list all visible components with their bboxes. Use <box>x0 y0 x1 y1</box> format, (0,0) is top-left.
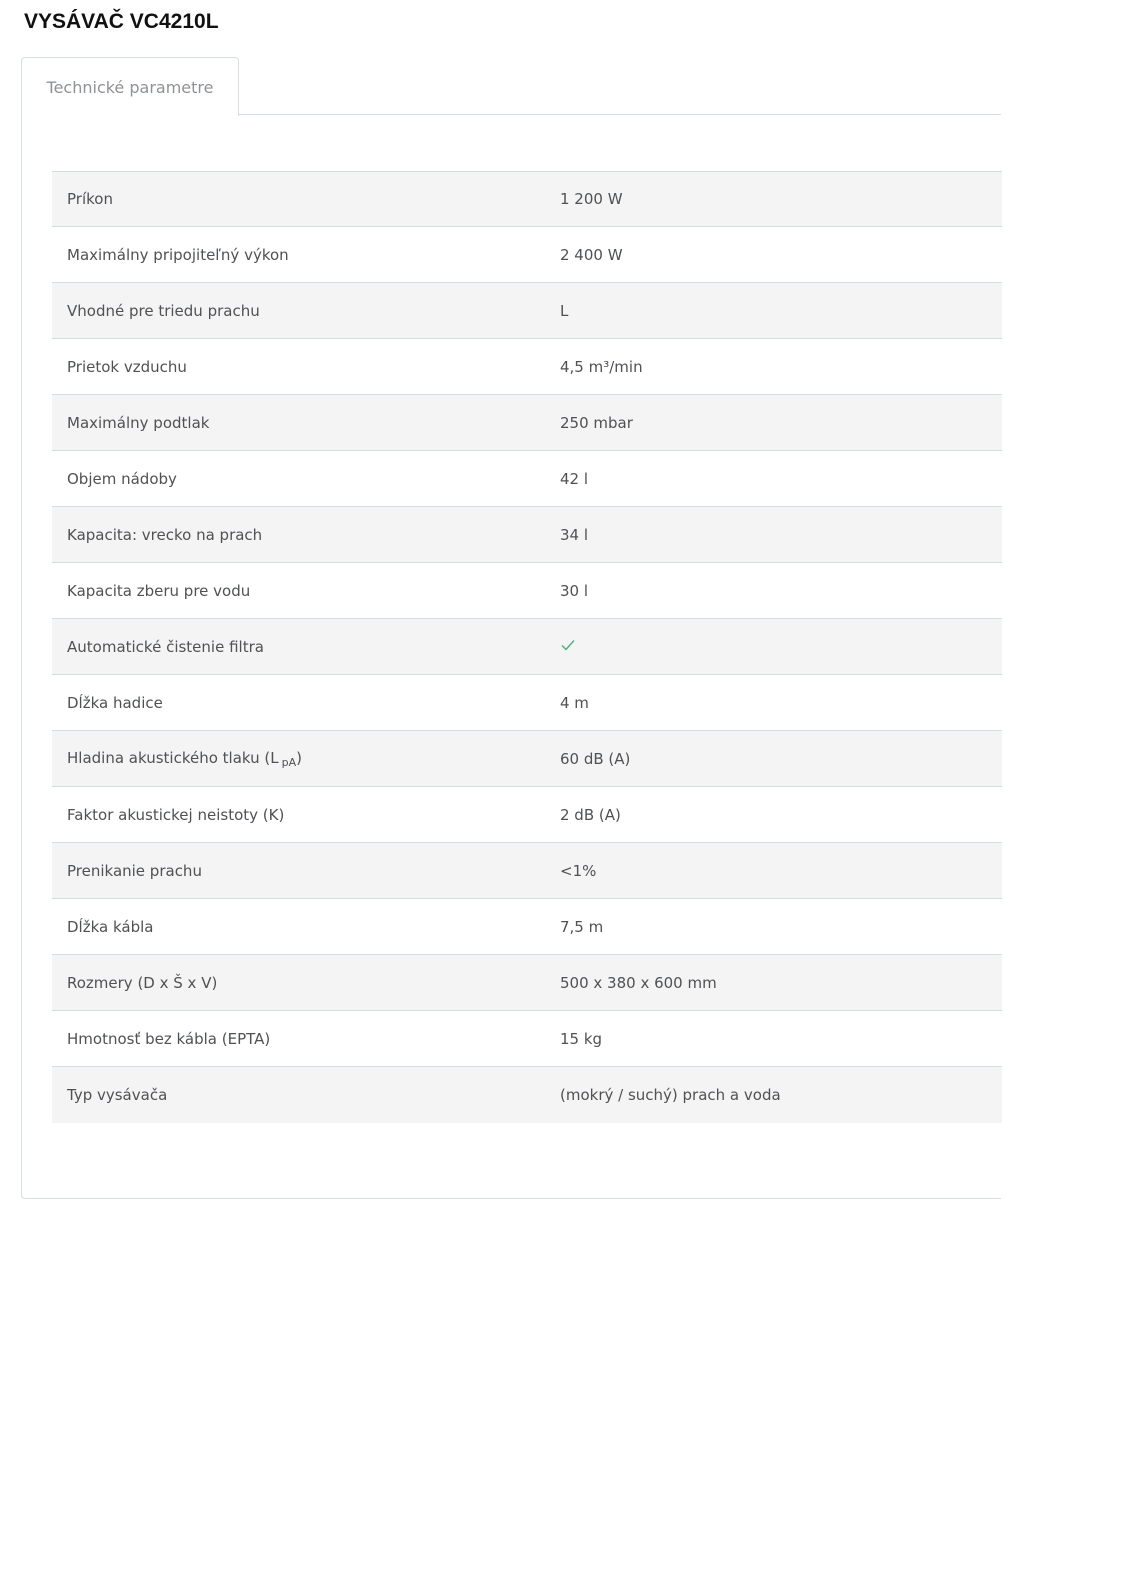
spec-label-text: Typ vysávača <box>67 1086 168 1104</box>
table-row <box>52 731 1002 787</box>
spec-label <box>52 1030 560 1048</box>
spec-label-text: Vhodné pre triedu prachu <box>67 301 260 320</box>
spec-value: 4 m <box>560 693 589 712</box>
spec-value <box>560 638 1002 656</box>
spec-label <box>52 190 560 208</box>
spec-label-text: Dĺžka hadice <box>67 693 163 712</box>
spec-label-text: Kapacita: vrecko na prach <box>67 525 263 544</box>
table-row <box>52 563 1002 619</box>
table-row <box>52 787 1002 843</box>
table-row <box>52 171 1002 227</box>
table-row <box>52 339 1002 395</box>
spec-label <box>52 358 560 376</box>
spec-label <box>52 526 560 544</box>
spec-value: (mokrý / suchý) prach a voda <box>560 1086 781 1104</box>
table-row <box>52 675 1002 731</box>
table-row <box>52 1011 1002 1067</box>
table-row <box>52 843 1002 899</box>
spec-label-text: Hladina akustického tlaku (L <box>67 748 279 767</box>
spec-label <box>52 974 560 992</box>
spec-value: 60 dB (A) <box>560 749 631 768</box>
table-row <box>52 1067 1002 1123</box>
spec-label-text: Rozmery (D x Š x V) <box>67 973 218 992</box>
spec-value: 15 kg <box>560 1029 603 1048</box>
spec-label <box>52 302 560 320</box>
spec-value: 42 l <box>560 469 589 488</box>
spec-label-text: Prenikanie prachu <box>67 861 202 880</box>
spec-label-subscript: pA <box>281 755 297 769</box>
check-icon <box>560 638 576 652</box>
spec-label-text: Maximálny pripojiteľný výkon <box>67 245 289 264</box>
tab-technical-parameters[interactable]: Technické parametre <box>21 57 239 116</box>
spec-value: 250 mbar <box>560 413 633 432</box>
spec-value: 2 400 W <box>560 245 623 264</box>
spec-value: <1% <box>560 861 597 880</box>
spec-label-suffix: ) <box>296 748 302 767</box>
spec-label <box>52 918 560 936</box>
spec-label-text: Faktor akustickej neistoty (K) <box>67 805 285 824</box>
table-row <box>52 227 1002 283</box>
spec-label-text: Dĺžka kábla <box>67 917 154 936</box>
table-row <box>52 507 1002 563</box>
spec-label <box>52 582 560 600</box>
spec-label <box>52 414 560 432</box>
spec-value: 500 x 380 x 600 mm <box>560 973 717 992</box>
table-row <box>52 955 1002 1011</box>
table-row <box>52 283 1002 339</box>
spec-label-text: Hmotnosť bez kábla (EPTA) <box>67 1029 271 1048</box>
spec-value: 2 dB (A) <box>560 805 621 824</box>
spec-table <box>52 171 1002 1123</box>
table-row <box>52 899 1002 955</box>
spec-label <box>52 694 560 712</box>
spec-label-text: Automatické čistenie filtra <box>67 637 264 656</box>
spec-label-text: Objem nádoby <box>67 469 177 488</box>
spec-label <box>52 806 560 824</box>
table-row <box>52 619 1002 675</box>
spec-value: 7,5 m <box>560 917 604 936</box>
spec-label-text: Príkon <box>67 190 113 208</box>
spec-label <box>52 862 560 880</box>
spec-label-text: Kapacita zberu pre vodu <box>67 581 251 600</box>
spec-label <box>52 246 560 264</box>
spec-value: L <box>560 301 569 320</box>
page-title: VYSÁVAČ VC4210L <box>24 10 219 33</box>
table-row <box>52 451 1002 507</box>
spec-label-text: Maximálny podtlak <box>67 413 210 432</box>
spec-value: 30 l <box>560 581 589 600</box>
spec-label <box>52 470 560 488</box>
spec-value: 4,5 m³/min <box>560 357 643 376</box>
spec-label <box>52 1086 560 1104</box>
spec-label <box>52 749 560 769</box>
spec-label-text: Prietok vzduchu <box>67 357 187 376</box>
spec-label <box>52 638 560 656</box>
spec-value: 1 200 W <box>560 190 623 208</box>
spec-value: 34 l <box>560 525 589 544</box>
table-row <box>52 395 1002 451</box>
